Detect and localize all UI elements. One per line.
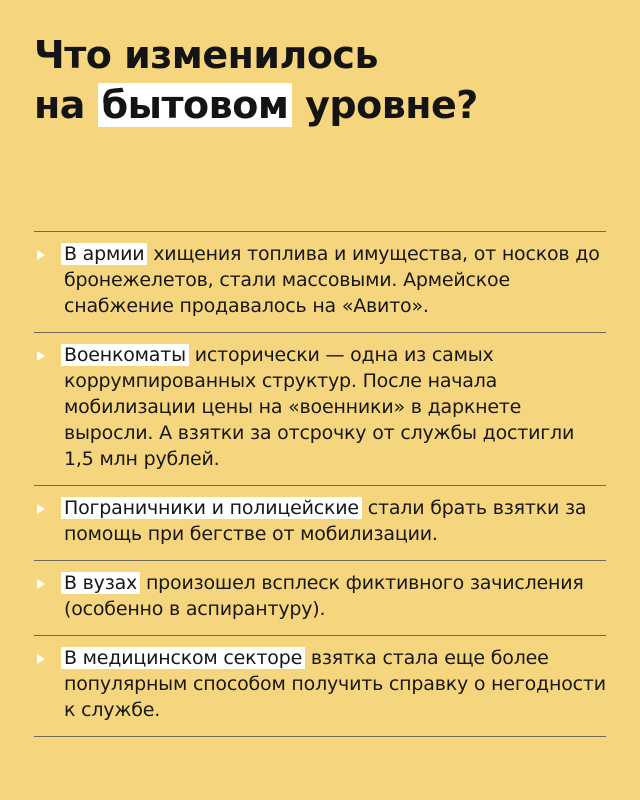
list-item xyxy=(34,332,606,485)
list-item xyxy=(34,231,606,332)
item-highlight: В армии xyxy=(61,243,147,265)
list-item xyxy=(34,635,606,737)
title-line-1: Что изменилось xyxy=(34,33,378,77)
triangle-bullet-icon xyxy=(37,504,45,514)
triangle-bullet-icon xyxy=(37,351,45,361)
item-text: стали брать взятки за помощь при бегстве от мобилизации. xyxy=(64,497,587,545)
triangle-bullet-icon xyxy=(37,250,45,260)
title-line-2-start: на xyxy=(34,83,85,127)
item-highlight: В медицинском секторе xyxy=(61,647,305,669)
triangle-bullet-icon xyxy=(37,654,45,664)
list-item xyxy=(34,485,606,560)
title-line-2-end: уровне? xyxy=(305,83,478,127)
triangle-bullet-icon xyxy=(37,579,45,589)
item-text: произошел всплеск фиктивного зачисления (особенно в аспирантуру). xyxy=(64,572,584,620)
facts-list xyxy=(34,231,606,737)
item-text: хищения топлива и имущества, от носков до бронежелетов, стали массовыми. Армейское снабжение продавалось на «Авито». xyxy=(64,243,600,317)
item-highlight: Пограничники и полицейские xyxy=(61,497,362,519)
item-text: взятка стала еще более популярным способом получить справку о негодности к службе. xyxy=(64,647,606,721)
page-title xyxy=(34,30,478,130)
item-text: исторически — одна из самых коррумпированных структур. После начала мобилизации цены на «военники» в даркнете выросли. А взятки за отсрочку от службы достигли 1,5 млн рублей. xyxy=(64,344,575,470)
list-item xyxy=(34,560,606,635)
item-highlight: В вузах xyxy=(61,572,140,594)
title-highlight: бытовом xyxy=(98,83,293,127)
item-highlight: Военкоматы xyxy=(61,344,189,366)
